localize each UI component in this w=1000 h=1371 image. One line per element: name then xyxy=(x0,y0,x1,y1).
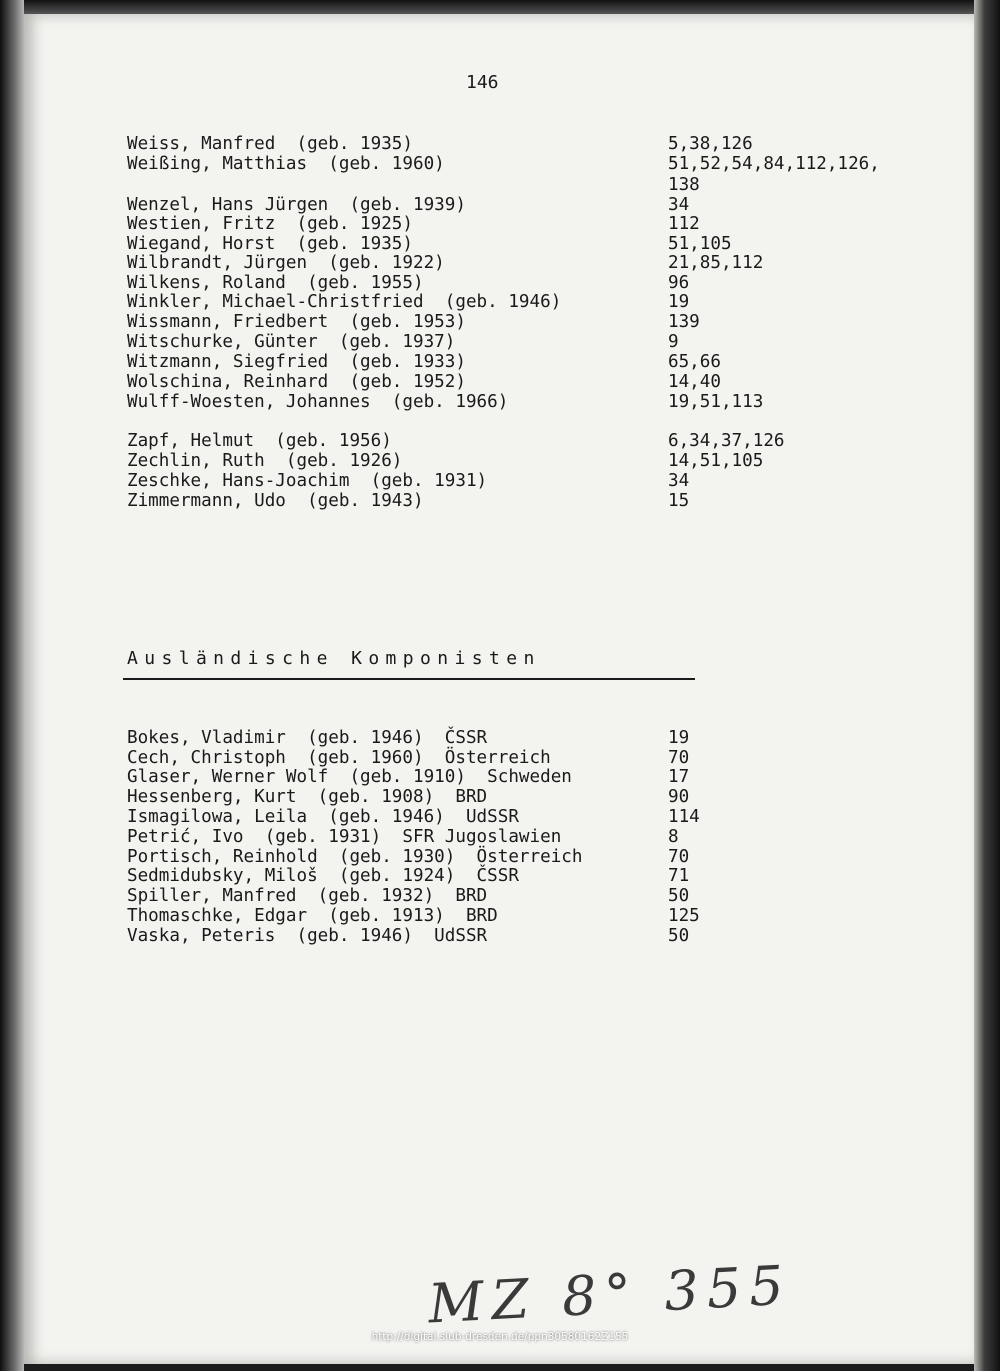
entry-name: Witschurke, Günter (geb. 1937) xyxy=(127,332,456,352)
entry-pages: 71 xyxy=(668,866,690,886)
entry-pages: 9 xyxy=(668,332,679,352)
entry-pages: 138 xyxy=(668,175,700,195)
entry-name: Vaska, Peteris (geb. 1946) UdSSR xyxy=(127,926,488,946)
section-underline xyxy=(123,678,695,680)
entry-name: Weißing, Matthias (geb. 1960) xyxy=(127,154,445,174)
entry-name: Petrić, Ivo (geb. 1931) SFR Jugoslawien xyxy=(127,827,562,847)
entry-name: Portisch, Reinhold (geb. 1930) Österreich xyxy=(127,847,583,867)
entry-name: Wulff-Woesten, Johannes (geb. 1966) xyxy=(127,392,509,412)
handwritten-shelfmark: MZ 8° 355 xyxy=(426,1253,793,1336)
entry-pages: 19 xyxy=(668,728,690,748)
entry-pages: 125 xyxy=(668,906,700,926)
page-number: 146 xyxy=(466,72,499,93)
entry-name: Witzmann, Siegfried (geb. 1933) xyxy=(127,352,466,372)
entry-pages: 50 xyxy=(668,886,690,906)
entry-name: Wilkens, Roland (geb. 1955) xyxy=(127,273,424,293)
entry-name: Wissmann, Friedbert (geb. 1953) xyxy=(127,312,466,332)
entry-pages: 19 xyxy=(668,292,690,312)
entry-name: Wenzel, Hans Jürgen (geb. 1939) xyxy=(127,195,466,215)
entry-pages: 8 xyxy=(668,827,679,847)
entry-name: Winkler, Michael-Christfried (geb. 1946) xyxy=(127,292,562,312)
entry-name: Cech, Christoph (geb. 1960) Österreich xyxy=(127,748,551,768)
entry-pages: 15 xyxy=(668,491,690,511)
entry-pages: 21,85,112 xyxy=(668,253,764,273)
entry-pages: 50 xyxy=(668,926,690,946)
entry-pages: 34 xyxy=(668,195,690,215)
book-binding-edge xyxy=(0,0,24,1371)
entry-name: Zimmermann, Udo (geb. 1943) xyxy=(127,491,424,511)
right-page-edge xyxy=(974,0,1000,1371)
entry-name: Zapf, Helmut (geb. 1956) xyxy=(127,431,392,451)
entry-name: Wiegand, Horst (geb. 1935) xyxy=(127,234,413,254)
top-shadow-edge xyxy=(24,0,1000,14)
entry-pages: 65,66 xyxy=(668,352,721,372)
entry-name: Westien, Fritz (geb. 1925) xyxy=(127,214,413,234)
entry-pages: 70 xyxy=(668,847,690,867)
entry-pages: 96 xyxy=(668,273,690,293)
entry-name: Glaser, Werner Wolf (geb. 1910) Schweden xyxy=(127,767,572,787)
entry-pages: 34 xyxy=(668,471,690,491)
entry-name: Weiss, Manfred (geb. 1935) xyxy=(127,134,413,154)
entry-pages: 17 xyxy=(668,767,690,787)
source-url-watermark: http://digital.slub-dresden.de/ppn30580162Z155 xyxy=(371,1331,629,1343)
entry-name: Zechlin, Ruth (geb. 1926) xyxy=(127,451,403,471)
entry-name: Wolschina, Reinhard (geb. 1952) xyxy=(127,372,466,392)
entry-pages: 6,34,37,126 xyxy=(668,431,785,451)
entry-pages: 70 xyxy=(668,748,690,768)
entry-pages: 19,51,113 xyxy=(668,392,764,412)
entry-name: Hessenberg, Kurt (geb. 1908) BRD xyxy=(127,787,488,807)
entry-pages: 90 xyxy=(668,787,690,807)
entry-pages: 51,105 xyxy=(668,234,732,254)
entry-pages: 112 xyxy=(668,214,700,234)
entry-name: Sedmidubsky, Miloš (geb. 1924) ČSSR xyxy=(127,866,519,886)
entry-name: Spiller, Manfred (geb. 1932) BRD xyxy=(127,886,488,906)
entry-name: Zeschke, Hans-Joachim (geb. 1931) xyxy=(127,471,488,491)
entry-pages: 14,51,105 xyxy=(668,451,764,471)
entry-name: Bokes, Vladimir (geb. 1946) ČSSR xyxy=(127,728,488,748)
entry-pages: 5,38,126 xyxy=(668,134,753,154)
entry-pages: 14,40 xyxy=(668,372,721,392)
entry-name: Ismagilowa, Leila (geb. 1946) UdSSR xyxy=(127,807,519,827)
entry-name: Thomaschke, Edgar (geb. 1913) BRD xyxy=(127,906,498,926)
entry-pages: 51,52,54,84,112,126, xyxy=(668,154,880,174)
section-heading: Ausländische Komponisten xyxy=(127,648,541,669)
entry-name: Wilbrandt, Jürgen (geb. 1922) xyxy=(127,253,445,273)
entry-pages: 139 xyxy=(668,312,700,332)
entry-pages: 114 xyxy=(668,807,700,827)
